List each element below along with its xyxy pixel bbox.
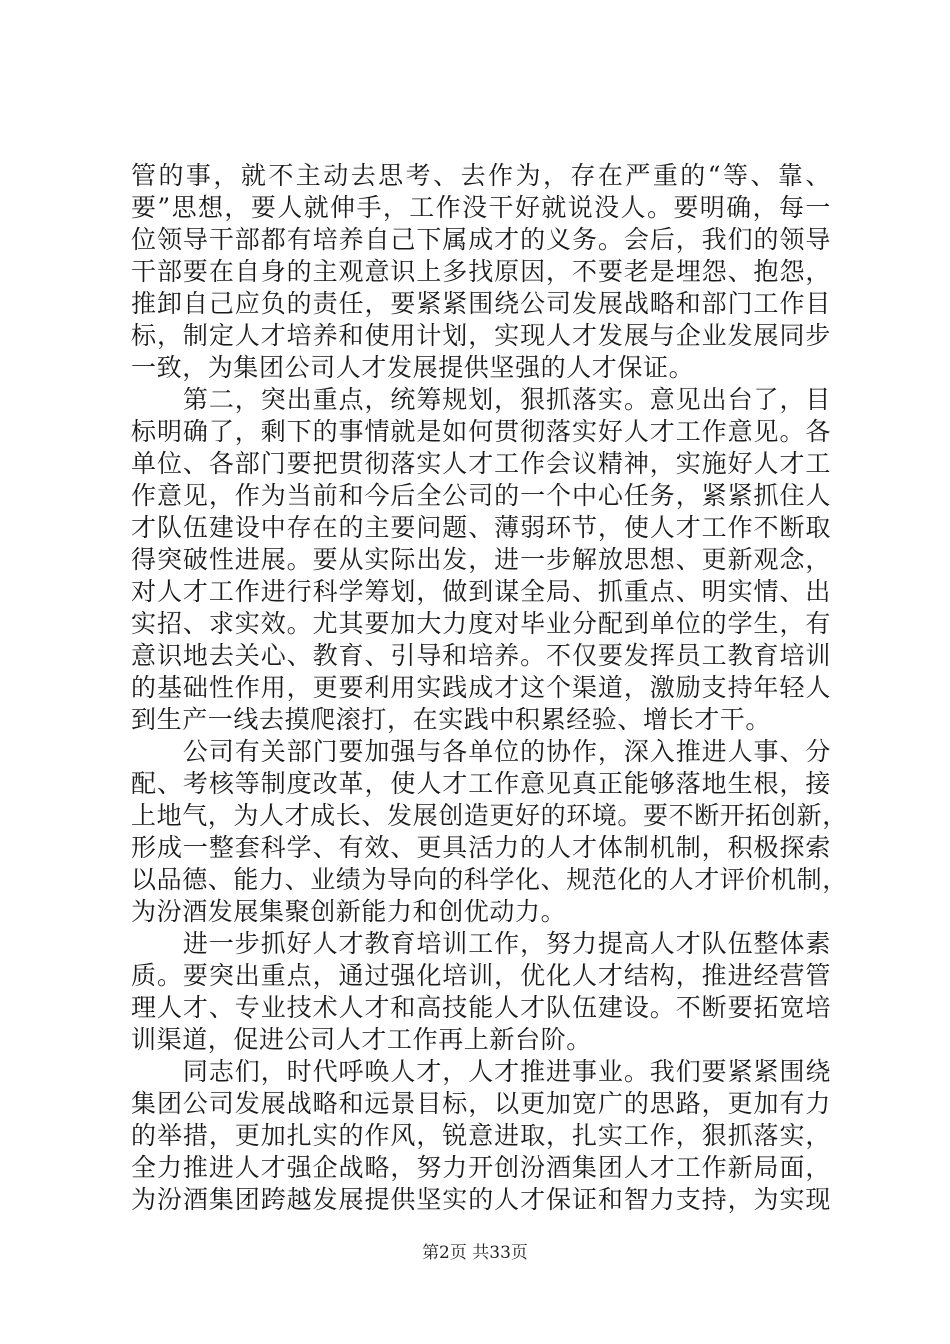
text-line: 推卸自己应负的责任，要紧紧围绕公司发展战略和部门工作目 xyxy=(131,289,831,318)
text-line: 位领导干部都有培养自己下属成才的义务。会后，我们的领导 xyxy=(131,225,831,254)
text-line: 上地气，为人才成长、发展创造更好的环境。要不断开拓创新， xyxy=(131,801,848,830)
text-line: 一致，为集团公司人才发展提供坚强的人才保证。 xyxy=(131,353,695,382)
text-line: 单位、各部门要把贯彻落实人才工作会议精神，实施好人才工 xyxy=(131,449,831,478)
text-line: 实招、求实效。尤其要加大力度对毕业分配到单位的学生，有 xyxy=(131,609,831,638)
text-line: 标明确了，剩下的事情就是如何贯彻落实好人才工作意见。各 xyxy=(131,417,831,446)
text-line: 进一步抓好人才教育培训工作，努力提高人才队伍整体素 xyxy=(131,929,831,958)
text-line: 才队伍建设中存在的主要问题、薄弱环节，使人才工作不断取 xyxy=(131,513,831,542)
text-line: 形成一整套科学、有效、更具活力的人才体制机制，积极探索 xyxy=(131,833,831,862)
text-line: 第二，突出重点，统筹规划，狠抓落实。意见出台了，目 xyxy=(131,385,831,414)
text-line: 质。要突出重点，通过强化培训，优化人才结构，推进经营管 xyxy=(131,961,831,990)
text-line: 训渠道，促进公司人才工作再上新台阶。 xyxy=(131,1025,592,1054)
text-line: 公司有关部门要加强与各单位的协作，深入推进人事、分 xyxy=(131,737,831,766)
text-line: 集团公司发展战略和远景目标，以更加宽广的思路，更加有力 xyxy=(131,1089,831,1118)
text-line: 以品德、能力、业绩为导向的科学化、规范化的人才评价机制， xyxy=(131,865,848,894)
text-line: 对人才工作进行科学筹划，做到谋全局、抓重点、明实情、出 xyxy=(131,577,831,606)
text-line: 理人才、专业技术人才和高技能人才队伍建设。不断要拓宽培 xyxy=(131,993,831,1022)
text-line: 管的事，就不主动去思考、去作为，存在严重的“等、靠、 xyxy=(131,161,831,190)
page-footer: 第2页 共33页 xyxy=(422,1243,528,1263)
body-text xyxy=(131,160,848,1216)
text-line: 标，制定人才培养和使用计划，实现人才发展与企业发展同步 xyxy=(131,321,831,350)
text-line: 全力推进人才强企战略，努力开创汾酒集团人才工作新局面， xyxy=(131,1153,831,1182)
text-line: 干部要在自身的主观意识上多找原因，不要老是埋怨、抱怨， xyxy=(131,257,831,286)
text-line: 作意见，作为当前和今后全公司的一个中心任务，紧紧抓住人 xyxy=(131,481,831,510)
text-line: 配、考核等制度改革，使人才工作意见真正能够落地生根，接 xyxy=(131,769,831,798)
text-line: 为汾酒集团跨越发展提供坚实的人才保证和智力支持，为实现 xyxy=(131,1185,831,1214)
text-line: 到生产一线去摸爬滚打，在实践中积累经验、增长才干。 xyxy=(131,705,772,734)
text-line: 为汾酒发展集聚创新能力和创优动力。 xyxy=(131,897,567,926)
text-line: 要”思想，要人就伸手，工作没干好就说没人。要明确，每一 xyxy=(131,193,831,222)
text-line: 意识地去关心、教育、引导和培养。不仅要发挥员工教育培训 xyxy=(131,641,831,670)
text-line: 的举措，更加扎实的作风，锐意进取，扎实工作，狠抓落实， xyxy=(131,1121,831,1150)
text-line: 的基础性作用，更要利用实践成才这个渠道，激励支持年轻人 xyxy=(131,673,831,702)
text-line: 同志们，时代呼唤人才，人才推进事业。我们要紧紧围绕 xyxy=(131,1057,831,1086)
text-line: 得突破性进展。要从实际出发，进一步解放思想、更新观念， xyxy=(131,545,831,574)
